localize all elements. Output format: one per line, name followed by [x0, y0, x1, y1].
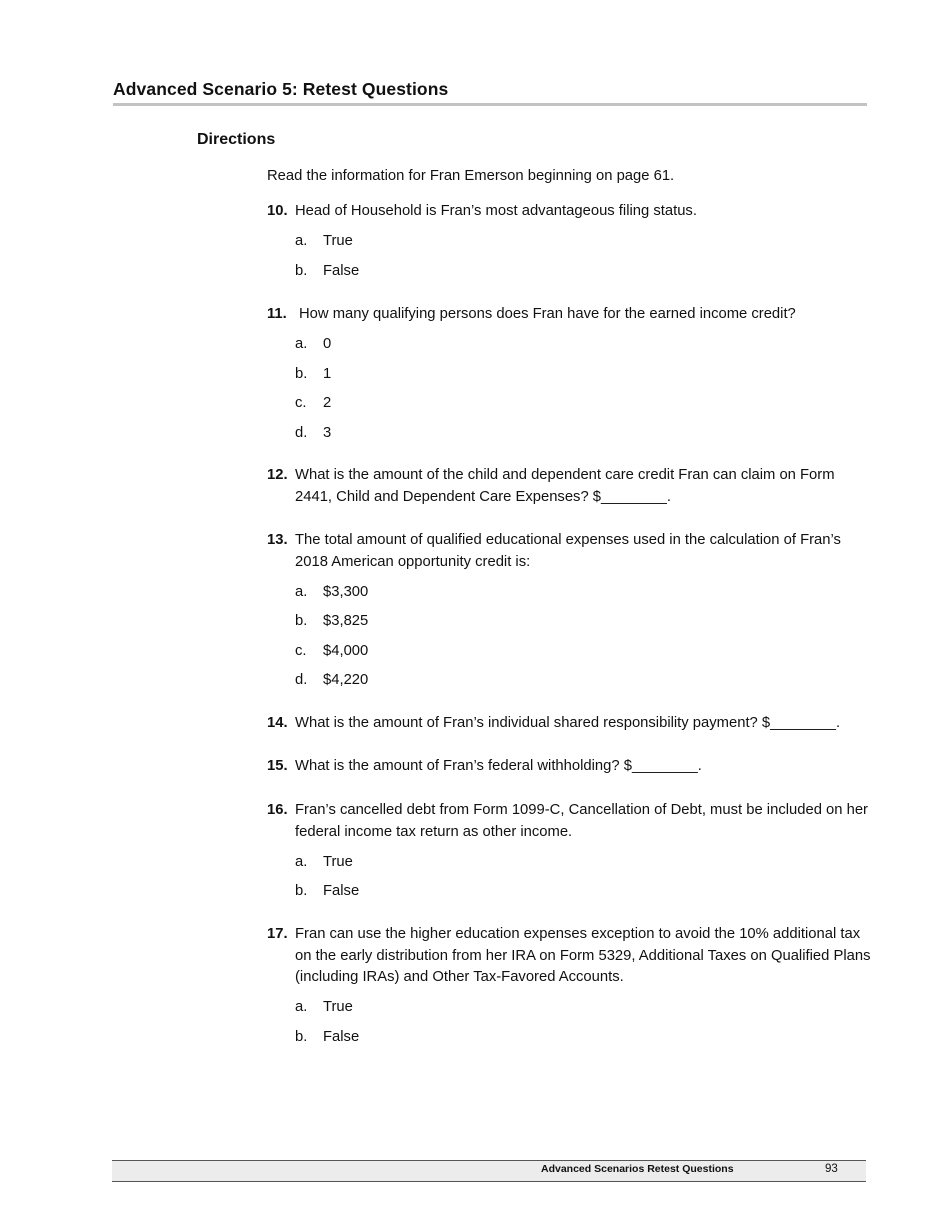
answer-option [267, 364, 872, 394]
question-number: 10. [267, 203, 288, 219]
answer-option [267, 670, 872, 700]
answer-option [267, 997, 872, 1027]
answer-option [267, 231, 872, 261]
option-letter: b. [295, 262, 308, 279]
option-text: 3 [323, 424, 332, 441]
question-13 [267, 530, 872, 700]
option-letter: c. [295, 395, 307, 412]
question-text: How many qualifying persons does Fran have for the earned income credit? [299, 306, 796, 322]
question-12 [267, 465, 872, 508]
option-letter: d. [295, 672, 308, 689]
question-text: What is the amount of Fran’s federal withholding? $________. [295, 758, 702, 774]
option-text: 1 [323, 365, 332, 382]
option-letter: a. [295, 999, 308, 1016]
answer-option [267, 582, 872, 612]
answer-option [267, 423, 872, 453]
option-letter: a. [295, 336, 308, 353]
option-text: False [323, 883, 360, 900]
option-letter: c. [295, 642, 307, 659]
option-letter: d. [295, 424, 308, 441]
answer-options [267, 582, 872, 700]
option-letter: b. [295, 1028, 308, 1045]
answer-option [267, 641, 872, 671]
option-text: $4,000 [323, 642, 369, 659]
question-text: Fran can use the higher education expenses exception to avoid the 10% additional tax on the early distribution from her IRA on Form 5329, Additional Taxes on Qualified Plans (including IRAs) and Other Tax-Favored Accounts. [295, 926, 871, 986]
option-text: $3,825 [323, 613, 369, 630]
question-15 [267, 756, 872, 778]
answer-option [267, 393, 872, 423]
page-title: Advanced Scenario 5: Retest Questions [113, 79, 449, 99]
question-text: What is the amount of the child and dependent care credit Fran can claim on Form 2441, Child and Dependent Care Expenses? $________. [295, 467, 835, 505]
option-text: $4,220 [323, 672, 369, 689]
question-text: What is the amount of Fran’s individual shared responsibility payment? $________. [295, 715, 841, 731]
question-text: The total amount of qualified educational expenses used in the calculation of Fran’s 2018 American opportunity credit is: [295, 532, 841, 570]
answer-option [267, 881, 872, 911]
question-number: 16. [267, 802, 288, 818]
question-number: 14. [267, 715, 288, 731]
option-text: $3,300 [323, 583, 369, 600]
option-text: True [323, 853, 353, 870]
page-number: 93 [825, 1163, 838, 1175]
option-letter: b. [295, 613, 308, 630]
answer-options [267, 231, 872, 290]
option-letter: a. [295, 853, 308, 870]
title-divider [113, 103, 867, 106]
option-text: False [323, 262, 360, 279]
option-text: False [323, 1028, 360, 1045]
option-letter: a. [295, 233, 308, 250]
answer-options [267, 997, 872, 1056]
answer-option [267, 611, 872, 641]
question-text: Fran’s cancelled debt from Form 1099-C, Cancellation of Debt, must be included on her federal income tax return as other income. [295, 802, 868, 840]
option-text: 0 [323, 336, 332, 353]
question-number: 15. [267, 758, 288, 774]
option-text: 2 [323, 395, 332, 412]
footer-bar [112, 1160, 866, 1182]
answer-option [267, 852, 872, 882]
answer-option [267, 261, 872, 291]
option-letter: b. [295, 883, 308, 900]
option-text: True [323, 233, 353, 250]
footer-section-label: Advanced Scenarios Retest Questions [541, 1163, 734, 1175]
answer-options [267, 334, 872, 452]
answer-option [267, 334, 872, 364]
question-14 [267, 713, 872, 735]
question-11 [267, 304, 872, 452]
directions-intro: Read the information for Fran Emerson beginning on page 61. [267, 168, 675, 184]
question-16 [267, 800, 872, 911]
question-10 [267, 201, 872, 290]
question-number: 11. [267, 306, 287, 322]
question-number: 13. [267, 532, 288, 548]
question-number: 17. [267, 926, 288, 942]
question-17 [267, 924, 872, 1056]
option-letter: b. [295, 365, 308, 382]
option-text: True [323, 999, 353, 1016]
question-number: 12. [267, 467, 288, 483]
option-letter: a. [295, 583, 308, 600]
question-text: Head of Household is Fran’s most advantageous filing status. [295, 203, 697, 219]
answer-options [267, 852, 872, 911]
answer-option [267, 1027, 872, 1057]
directions-heading: Directions [197, 131, 276, 148]
